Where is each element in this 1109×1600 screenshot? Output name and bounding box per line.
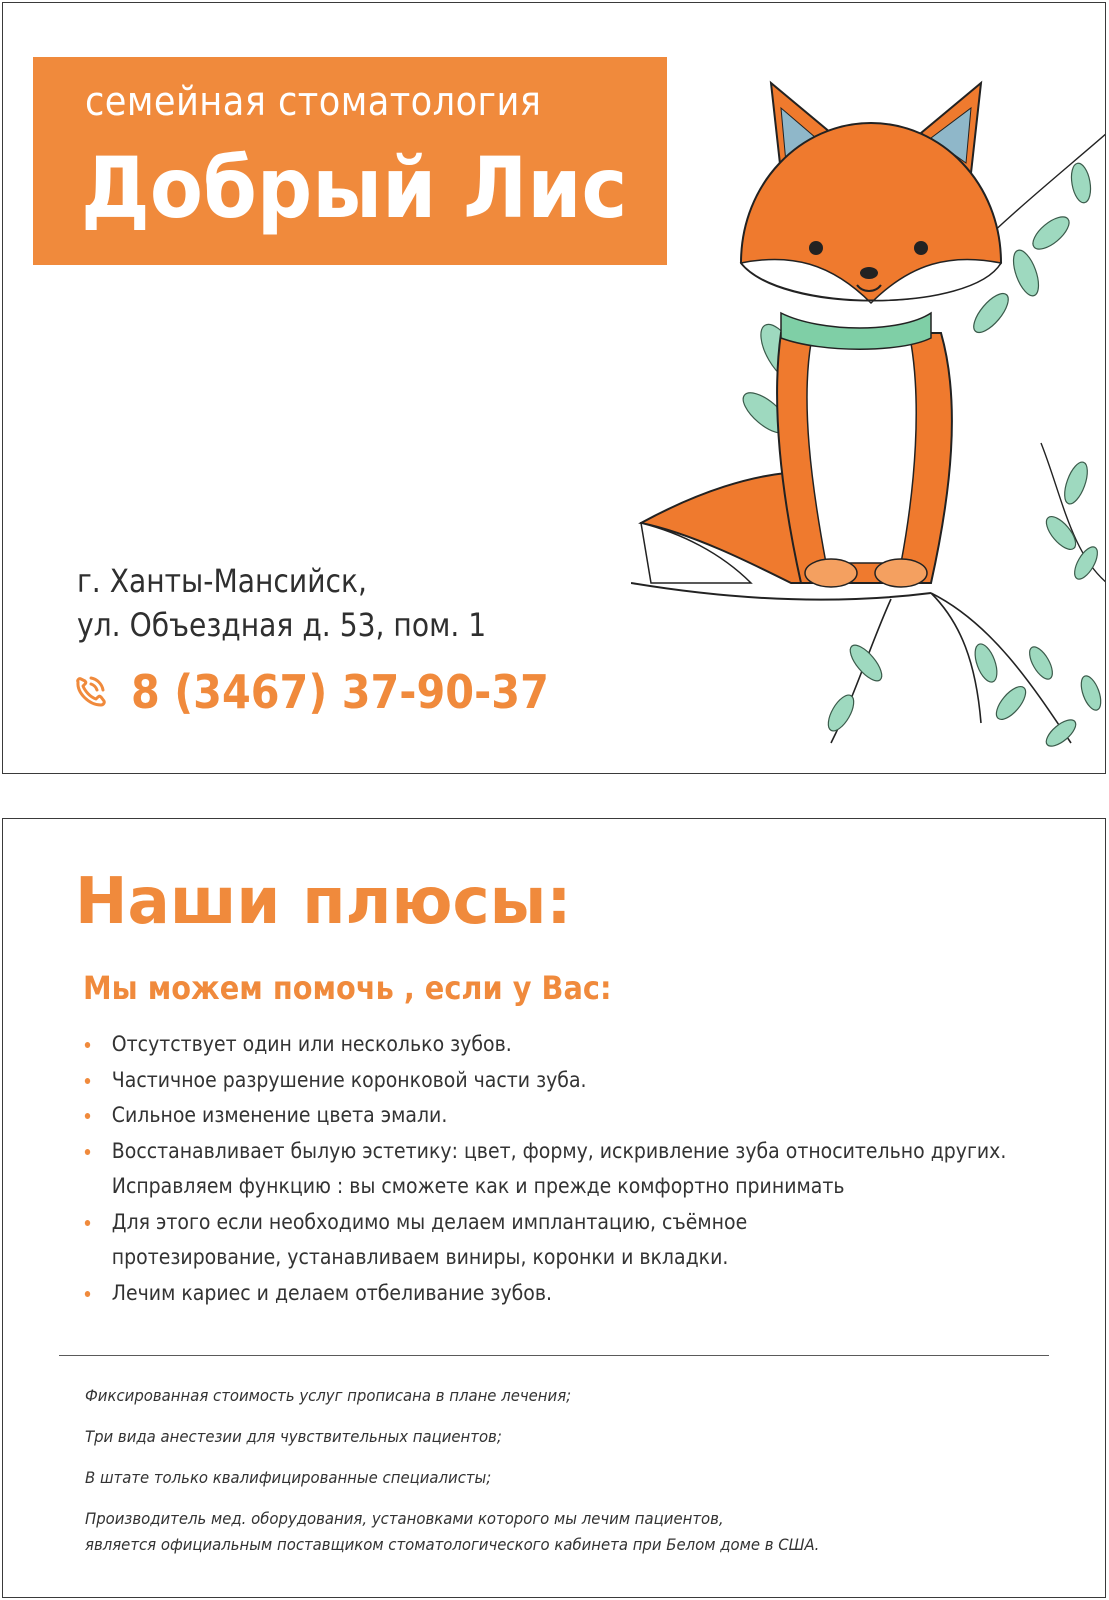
note-item: Фиксированная стоимость услуг прописана в плане лечения; [85, 1386, 572, 1405]
fox-illustration [631, 63, 1106, 774]
list-item: Восстанавливает былую эстетику: цвет, форму, искривление зуба относительно других. [83, 1134, 1006, 1170]
section-divider [59, 1355, 1049, 1356]
list-item-continuation: протезирование, устанавливаем виниры, коронки и вкладки. [111, 1245, 729, 1269]
note-item: Три вида анестезии для чувствительных пациентов; [85, 1427, 502, 1446]
phone-icon [69, 670, 113, 714]
note-line: Производитель мед. оборудования, установками которого мы лечим пациентов, [85, 1509, 724, 1528]
address-city: г. Ханты-Мансийск, [77, 562, 367, 600]
notes-section [85, 1383, 875, 1573]
note-item: В штате только квалифицированные специалисты; [85, 1468, 492, 1487]
list-item: Лечим кариес и делаем отбеливание зубов. [83, 1276, 1006, 1312]
list-item: Для этого если необходимо мы делаем имплантацию, съёмное [83, 1205, 1006, 1241]
clinic-address [77, 559, 486, 647]
list-item: Отсутствует один или несколько зубов. [83, 1027, 1006, 1063]
business-card-front [2, 2, 1106, 774]
list-item: Частичное разрушение коронковой части зуба. [83, 1063, 1006, 1099]
business-card-back [2, 818, 1106, 1598]
phone-contact[interactable] [69, 665, 595, 719]
benefits-list [83, 1027, 1106, 1311]
list-item: Сильное изменение цвета эмали. [83, 1098, 1006, 1134]
benefits-title: Наши плюсы: [75, 865, 572, 939]
note-item [85, 1506, 819, 1558]
phone-number[interactable]: 8 (3467) 37-90-37 [131, 665, 549, 719]
brand-banner [33, 57, 667, 265]
brand-title: Добрый Лис [81, 139, 628, 237]
list-item-continuation: Исправляем функцию : вы сможете как и прежде комфортно принимать [111, 1174, 845, 1198]
brand-subtitle: семейная стоматология [85, 79, 542, 125]
note-line: является официальным поставщиком стоматологического кабинета при Белом доме в США. [85, 1535, 820, 1554]
benefits-subtitle: Мы можем помочь , если у Вас: [83, 969, 612, 1007]
address-street: ул. Объездная д. 53, пом. 1 [77, 606, 487, 644]
